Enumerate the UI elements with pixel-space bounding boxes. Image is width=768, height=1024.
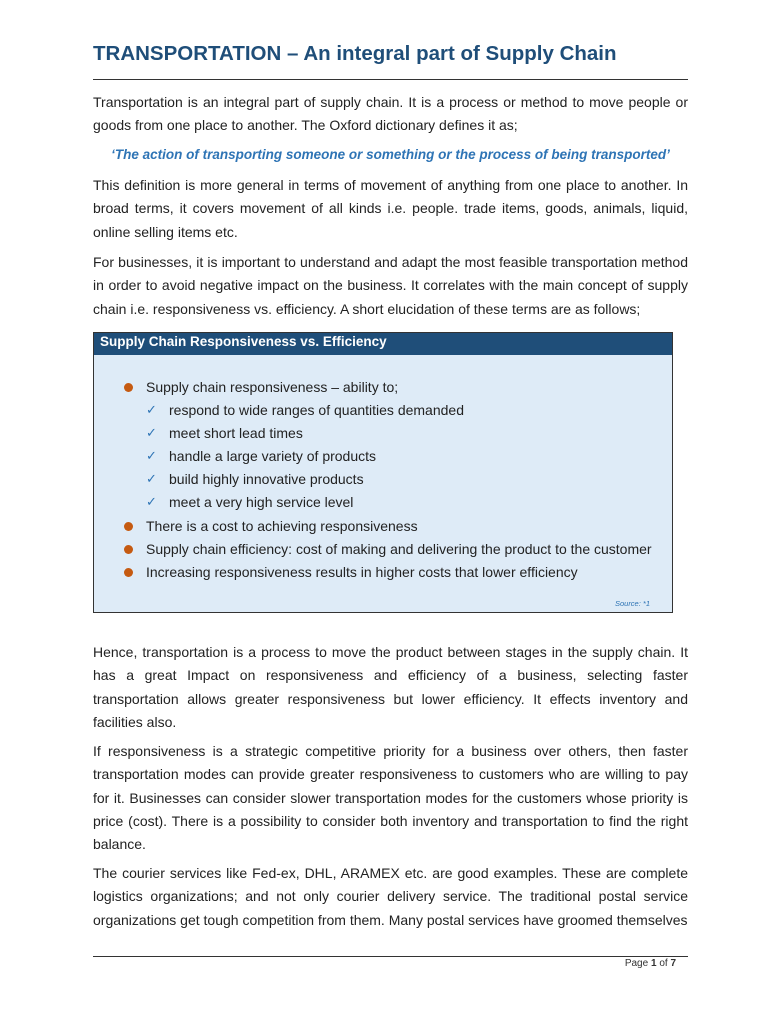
checkmark-icon: ✓ [146,402,157,418]
list-item-text: There is a cost to achieving responsiveness [146,517,418,534]
document-title: TRANSPORTATION – An integral part of Supply Chain [93,42,617,65]
paragraph-definition: This definition is more general in terms of movement of anything from one place to another. In broad terms, it covers movement of all kinds i.e. people. trade items, goods, animals, liquid, online selling items etc. [93,177,688,240]
list-item [94,445,672,468]
bullet-icon [124,383,133,392]
list-item [94,491,672,514]
paragraph-responsiveness-priority: If responsiveness is a strategic competitive priority for a business over others, then faster transportation modes can provide greater responsiveness to customers who are willing to pay for it. Businesses can consider slower transportation modes for the customers whose priority is price (cost). There is a possibility to consider both inventory and transportation to find the right balance. [93,743,688,853]
list-item [94,399,672,422]
responsiveness-efficiency-box [93,332,673,613]
list-item-text: respond to wide ranges of quantities demanded [169,402,464,419]
paragraph-businesses: For businesses, it is important to understand and adapt the most feasible transportation method in order to avoid negative impact on the business. It correlates with the main concept of supply chain i.e. responsiveness vs. efficiency. A short elucidation of these terms are as follows; [93,254,688,317]
list-item [94,422,672,445]
box-list [94,376,672,584]
page-word: Page [624,958,649,969]
bullet-icon [124,568,133,577]
checkmark-icon: ✓ [146,494,157,510]
checkmark-icon: ✓ [146,448,157,464]
list-item-text: meet short lead times [169,425,303,442]
bullet-icon [124,522,133,531]
list-item [94,468,672,491]
box-header: Supply Chain Responsiveness vs. Efficiency [94,333,672,355]
footer-divider [93,956,688,957]
list-item-text: build highly innovative products [169,471,364,488]
list-item-text: Increasing responsiveness results in higher costs that lower efficiency [146,563,578,580]
current-page: 1 [650,958,657,969]
checkmark-icon: ✓ [146,425,157,441]
page-number [625,958,676,969]
list-item [94,376,672,399]
checkmark-icon: ✓ [146,471,157,487]
list-item [94,538,672,561]
list-item-text: Supply chain efficiency: cost of making and delivering the product to the customer [146,540,652,557]
total-pages: 7 [670,958,676,969]
list-item [94,561,672,584]
list-item-text: handle a large variety of products [169,448,377,465]
bullet-icon [124,545,133,554]
definition-quote: ‘The action of transporting someone or something or the process of being transported’ [111,147,670,162]
list-item-text: Supply chain responsiveness – ability to; [146,379,399,395]
list-item-text: meet a very high service level [169,494,354,511]
paragraph-intro: Transportation is an integral part of supply chain. It is a process or method to move people or goods from one place to another. The Oxford dictionary defines it as; [93,94,688,134]
of-word: of [659,958,668,969]
source-note: Source: *1 [614,599,650,608]
list-item [94,515,672,538]
paragraph-hence: Hence, transportation is a process to move the product between stages in the supply chain. It has a great Impact on responsiveness and efficiency of a business, selecting faster transportation allows greater responsiveness but lower efficiency. It effects inventory and facilities also. [93,644,688,730]
paragraph-courier: The courier services like Fed-ex, DHL, ARAMEX etc. are good examples. These are complete logistics organizations; and not only courier delivery service. The traditional postal service organizations get tough competition from them. Many postal services have groomed themselves [93,865,688,928]
title-divider [93,79,688,80]
